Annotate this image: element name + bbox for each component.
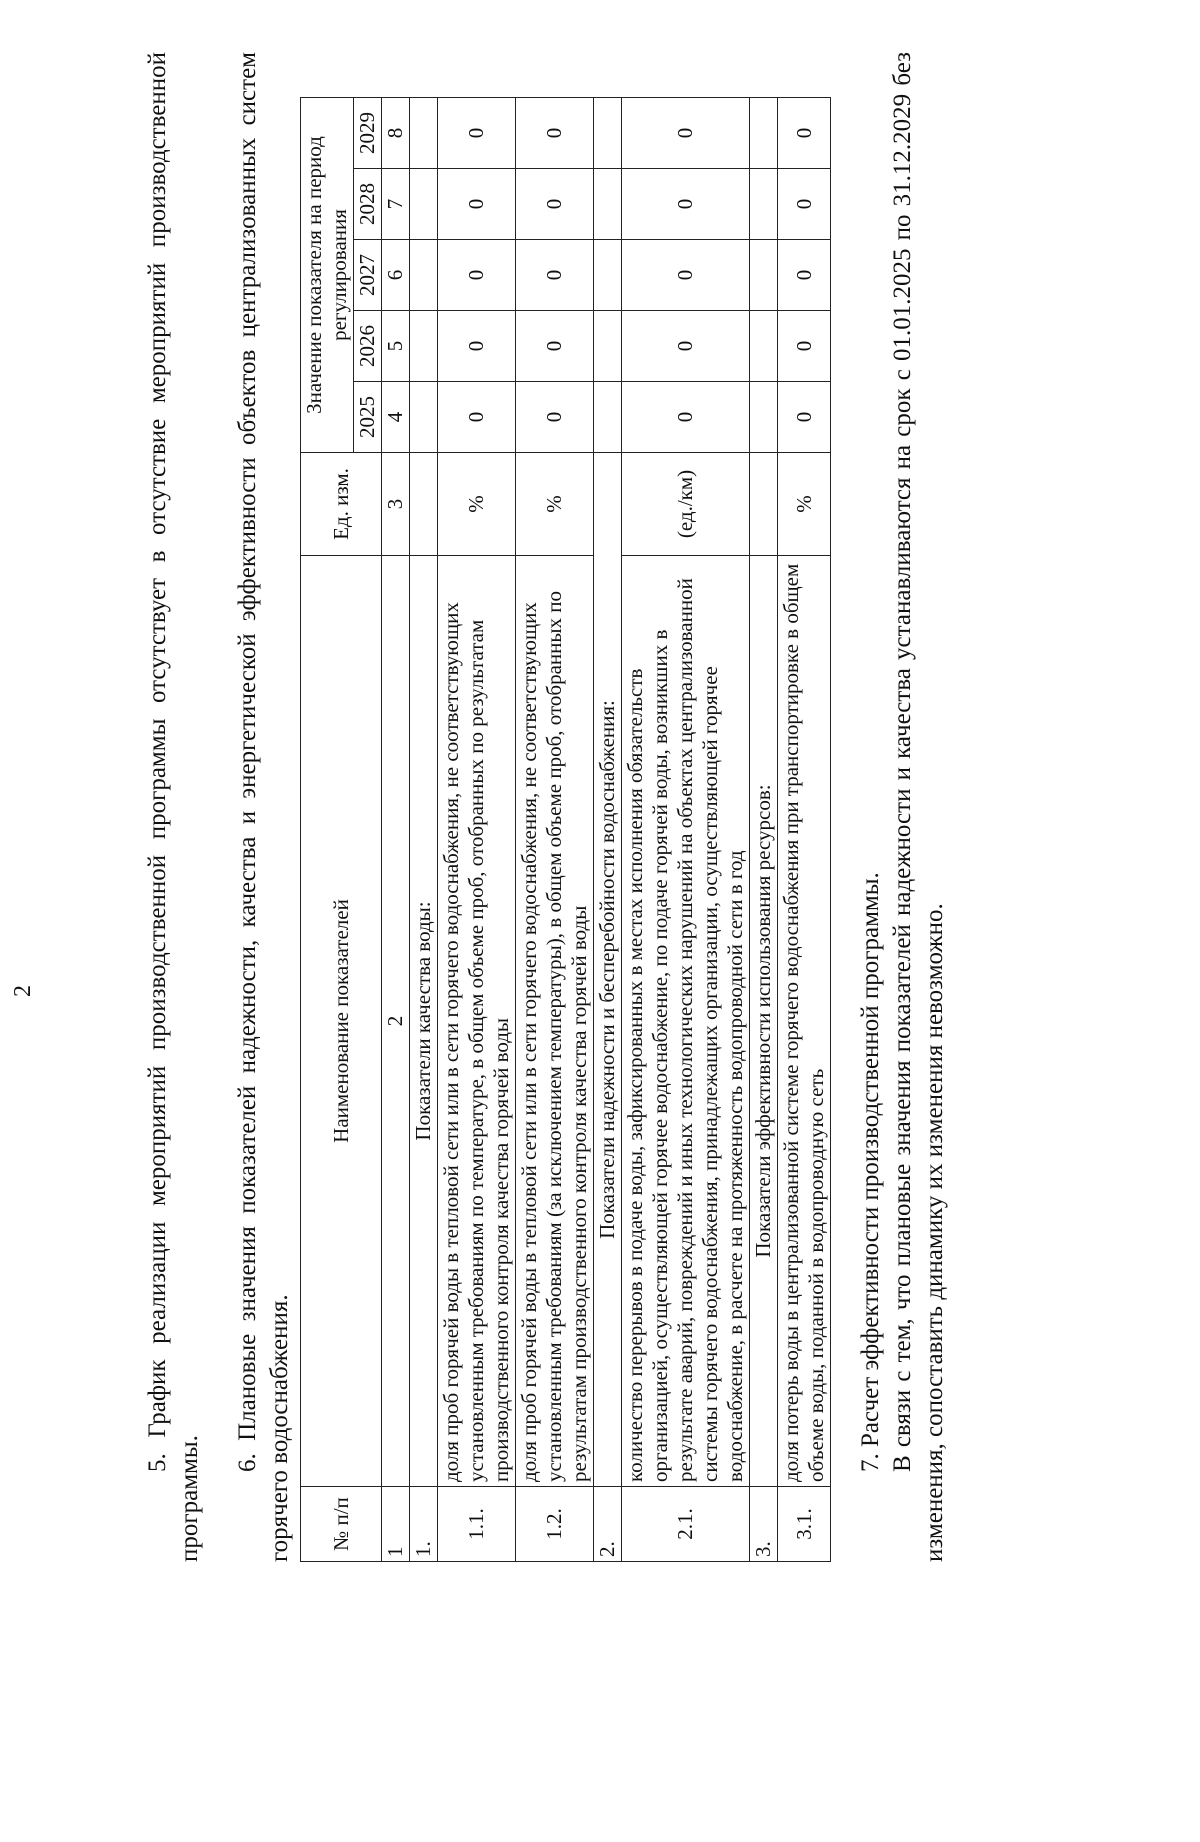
column-number: 1 bbox=[382, 1487, 410, 1562]
header-year: 2029 bbox=[354, 98, 382, 169]
row-value: 0 bbox=[622, 169, 750, 240]
section-7-paragraph: В связи с тем, что плановые значения показателей надежности и качества устанавливаются на срок с 01.01.2025 по 31.12.2029 без изменения, сопоставить динамику их изменения невозможно. bbox=[889, 52, 948, 1562]
row-unit: (ед./км) bbox=[622, 453, 750, 556]
section-6-title: 6. Плановые значения показателей надежности, качества и энергетической эффективности объектов централизованных систем горячего водоснабжения. bbox=[234, 52, 293, 1562]
row-unit: % bbox=[516, 453, 594, 556]
row-number: 2.1. bbox=[622, 1487, 750, 1562]
header-year: 2027 bbox=[354, 240, 382, 311]
row-unit: % bbox=[778, 453, 831, 556]
header-period: Значение показателя на период регулирования bbox=[301, 98, 354, 453]
header-year: 2028 bbox=[354, 169, 382, 240]
row-name: доля проб горячей воды в тепловой сети или в сети горячего водоснабжения, не соответствующих установленным требованиям по температуре, в общем объеме проб, отобранных по результатам производственного контроля качества горячей воды bbox=[438, 556, 516, 1487]
header-year: 2025 bbox=[354, 382, 382, 453]
section-number: 2. bbox=[594, 1487, 622, 1562]
table-row bbox=[622, 98, 750, 1562]
row-value: 0 bbox=[778, 98, 831, 169]
section-row bbox=[594, 98, 622, 1562]
row-value: 0 bbox=[516, 98, 594, 169]
row-value: 0 bbox=[622, 240, 750, 311]
row-value: 0 bbox=[516, 240, 594, 311]
row-name: количество перерывов в подаче воды, зафиксированных в местах исполнения обязательств организацией, осуществляющей горячее водоснабжение, по подаче горячей воды, возникших в результате аварий, повреждений и иных технологических нарушений на объектах централизованной системы горячего водоснабжения, принадлежащих организации, осуществляющей горячее водоснабжение, в расчете на протяженность водопроводной сети в год bbox=[622, 556, 750, 1487]
table-row bbox=[438, 98, 516, 1562]
column-number: 6 bbox=[382, 240, 410, 311]
section-number: 1. bbox=[410, 1487, 438, 1562]
row-number: 3.1. bbox=[778, 1487, 831, 1562]
section-number: 3. bbox=[750, 1487, 778, 1562]
header-number: № п/п bbox=[301, 1487, 382, 1562]
row-value: 0 bbox=[516, 311, 594, 382]
column-number: 8 bbox=[382, 98, 410, 169]
page-number: 2 bbox=[10, 985, 36, 997]
row-number: 1.2. bbox=[516, 1487, 594, 1562]
column-number: 5 bbox=[382, 311, 410, 382]
row-value: 0 bbox=[622, 98, 750, 169]
row-value: 0 bbox=[438, 382, 516, 453]
column-number: 7 bbox=[382, 169, 410, 240]
row-value: 0 bbox=[778, 382, 831, 453]
table-column-numbers-row bbox=[382, 98, 410, 1562]
header-name: Наименование показателей bbox=[301, 556, 382, 1487]
row-name: доля проб горячей воды в тепловой сети или в сети горячего водоснабжения, не соответствующих установленным требованиям (за исключением температуры), в общем объеме проб, отобранных по результатам производственного контроля качества горячей воды bbox=[516, 556, 594, 1487]
section-row bbox=[750, 98, 778, 1562]
row-value: 0 bbox=[438, 311, 516, 382]
section-7-title: 7. Расчет эффективности производственной программы. bbox=[857, 872, 884, 1472]
section-title: Показатели эффективности использования ресурсов: bbox=[750, 556, 778, 1487]
row-value: 0 bbox=[516, 169, 594, 240]
section-title: Показатели качества воды: bbox=[410, 556, 438, 1487]
table-row bbox=[778, 98, 831, 1562]
column-number: 4 bbox=[382, 382, 410, 453]
row-number: 1.1. bbox=[438, 1487, 516, 1562]
section-row bbox=[410, 98, 438, 1562]
column-number: 3 bbox=[382, 453, 410, 556]
row-value: 0 bbox=[778, 311, 831, 382]
row-value: 0 bbox=[438, 169, 516, 240]
section-title: Показатели надежности и бесперебойности водоснабжения: bbox=[594, 453, 622, 1487]
table-header-row bbox=[301, 98, 354, 1562]
header-year: 2026 bbox=[354, 311, 382, 382]
section-5-paragraph: 5. График реализации мероприятий производственной программы отсутствует в отсутствие мероприятий производственной программы. bbox=[144, 52, 203, 1562]
row-unit: % bbox=[438, 453, 516, 556]
row-value: 0 bbox=[438, 98, 516, 169]
page-content bbox=[60, 52, 976, 1562]
row-value: 0 bbox=[622, 382, 750, 453]
column-number: 2 bbox=[382, 556, 410, 1487]
header-unit: Ед. изм. bbox=[301, 453, 382, 556]
row-value: 0 bbox=[438, 240, 516, 311]
row-value: 0 bbox=[516, 382, 594, 453]
row-value: 0 bbox=[622, 311, 750, 382]
row-value: 0 bbox=[778, 240, 831, 311]
row-value: 0 bbox=[778, 169, 831, 240]
table-row bbox=[516, 98, 594, 1562]
row-name: доля потерь воды в централизованной системе горячего водоснабжения при транспортировке в общем объеме воды, поданной в водопроводную сеть bbox=[778, 556, 831, 1487]
indicators-table bbox=[300, 97, 831, 1562]
